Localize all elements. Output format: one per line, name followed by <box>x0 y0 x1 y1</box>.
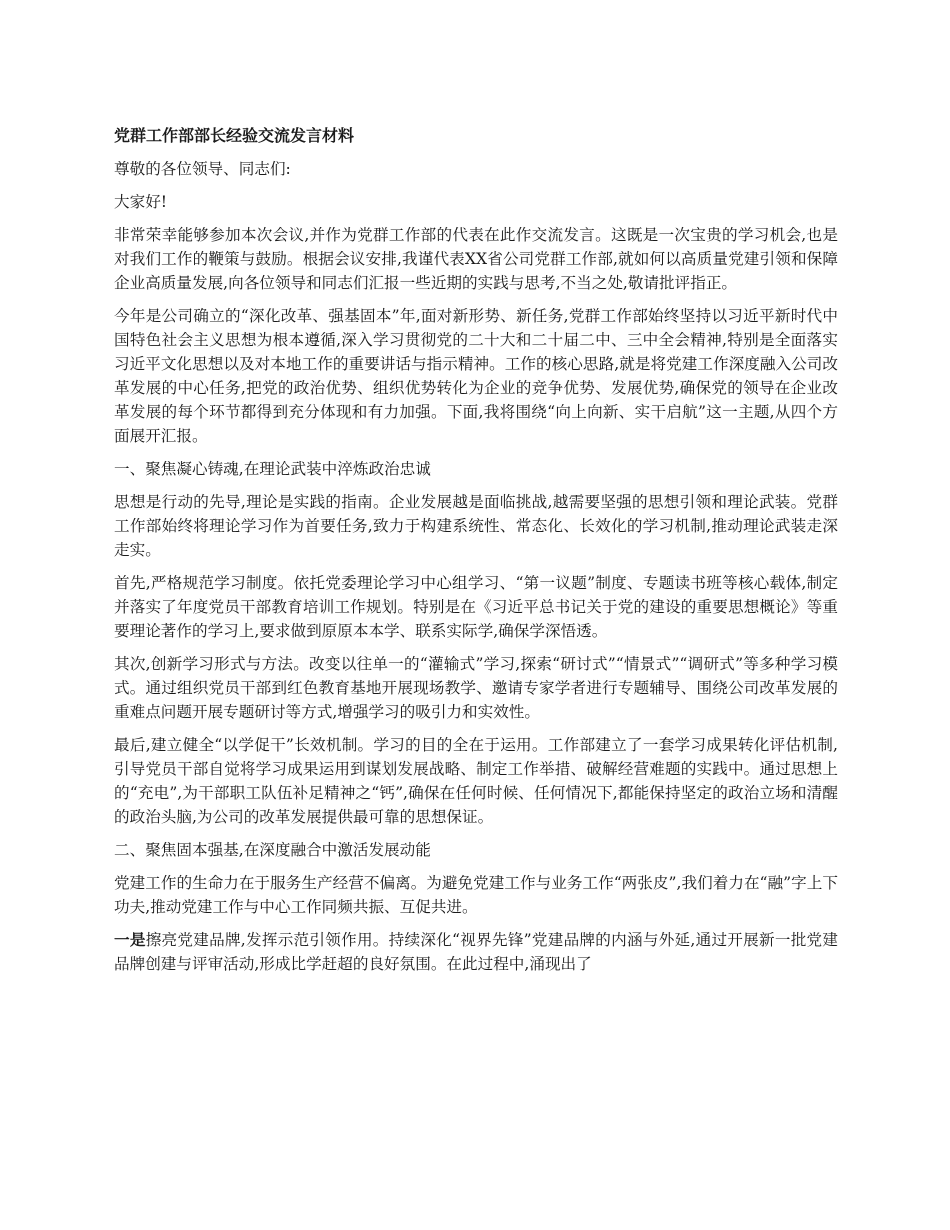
section-2-heading: 二、聚焦固本强基,在深度融合中激活发展动能 <box>114 841 431 859</box>
section-1-paragraph: 思想是行动的先导,理论是实践的指南。企业发展越是面临挑战,越需要坚强的思想引领和理论武装。党群工作部始终将理论学习作为首要任务,致力于构建系统性、常态化、长效化的学习机制,推动理论武装走深走实。 <box>114 493 838 559</box>
item-text: 擦亮党建品牌,发挥示范引领作用。持续深化“视界先锋”党建品牌的内涵与外延,通过开展新一批党建品牌创建与评审活动,形成比学赶超的良好氛围。在此过程中,涌现出了 <box>114 931 838 973</box>
document-title: 党群工作部部长经验交流发言材料 <box>114 126 355 145</box>
document-page <box>114 124 838 985</box>
section-1-heading: 一、聚焦凝心铸魂,在理论武装中淬炼政治忠诚 <box>114 460 431 478</box>
section-1-paragraph: 首先,严格规范学习制度。依托党委理论学习中心组学习、“第一议题”制度、专题读书班等核心载体,制定并落实了年度党员干部教育培训工作规划。特别是在《习近平总书记关于党的建设的重要思想概论》等重要理论著作的学习上,要求做到原原本本学、联系实际学,确保学深悟透。 <box>114 574 838 640</box>
greeting: 大家好! <box>114 193 168 211</box>
theme-paragraph: 今年是公司确立的“深化改革、强基固本”年,面对新形势、新任务,党群工作部始终坚持以习近平新时代中国特色社会主义思想为根本遵循,深入学习贯彻党的二十大和二十届二中、三中全会精神,特别是全面落实习近平文化思想以及对本地工作的重要讲话与指示精神。工作的核心思路,就是将党建工作深度融入公司改革发展的中心任务,把党的政治优势、组织优势转化为企业的竞争优势、发展优势,确保党的领导在企业改革发展的每个环节都得到充分体现和有力加强。下面,我将围绕“向上向新、实干启航”这一主题,从四个方面展开汇报。 <box>114 307 838 445</box>
section-2-item-1 <box>114 928 838 976</box>
intro-paragraph: 非常荣幸能够参加本次会议,并作为党群工作部的代表在此作交流发言。这既是一次宝贵的学习机会,也是对我们工作的鞭策与鼓励。根据会议安排,我谨代表XX省公司党群工作部,就如何以高质量党建引领和保障企业高质量发展,向各位领导和同志们汇报一些近期的实践与思考,不当之处,敬请批评指正。 <box>114 226 838 292</box>
section-1-paragraph: 其次,创新学习形式与方法。改变以往单一的“灌输式”学习,探索“研讨式”“情景式”“调研式”等多种学习模式。通过组织党员干部到红色教育基地开展现场教学、邀请专家学者进行专题辅导、围绕公司改革发展的重难点问题开展专题研讨等方式,增强学习的吸引力和实效性。 <box>114 655 838 721</box>
item-lead: 一是 <box>114 930 146 949</box>
section-2-intro: 党建工作的生命力在于服务生产经营不偏离。为避免党建工作与业务工作“两张皮”,我们着力在“融”字上下功夫,推动党建工作与中心工作同频共振、互促共进。 <box>114 874 838 916</box>
salutation: 尊敬的各位领导、同志们: <box>114 160 291 178</box>
section-1-paragraph: 最后,建立健全“以学促干”长效机制。学习的目的全在于运用。工作部建立了一套学习成果转化评估机制,引导党员干部自觉将学习成果运用到谋划发展战略、制定工作举措、破解经营难题的实践中。通过思想上的“充电”,为干部职工队伍补足精神之“钙”,确保在任何时候、任何情况下,都能保持坚定的政治立场和清醒的政治头脑,为公司的改革发展提供最可靠的思想保证。 <box>114 736 838 826</box>
